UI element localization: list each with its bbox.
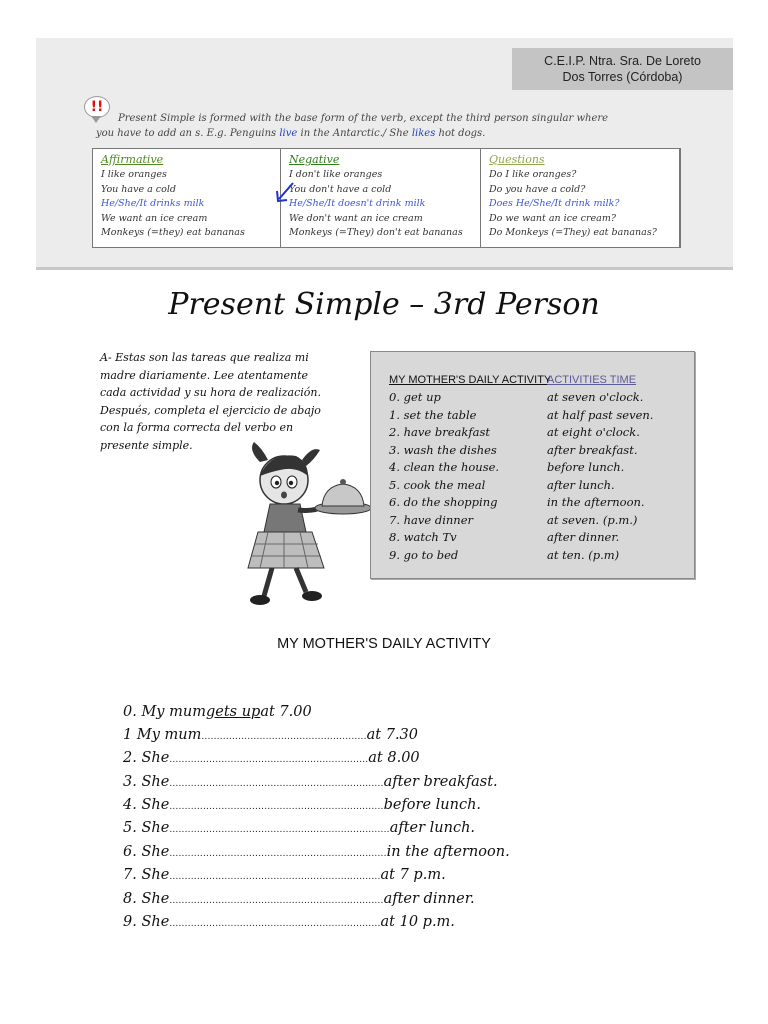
school-name: C.E.I.P. Ntra. Sra. De Loreto — [544, 54, 701, 68]
activity-time: in the afternoon. — [547, 495, 645, 509]
exercise-row — [123, 844, 583, 866]
exercise-suffix: before lunch. — [383, 797, 482, 813]
activity-time: at eight o'clock. — [547, 425, 640, 439]
affirmative-line: You have a cold — [101, 183, 176, 195]
exercise-number: 1 — [123, 727, 133, 743]
activity-text: 1. set the table — [389, 407, 477, 422]
header-panel — [36, 38, 733, 270]
exercise-number: 0. — [123, 704, 137, 720]
questions-line: Do I like oranges? — [489, 169, 577, 180]
affirmative-line: He/She/It drinks milk — [101, 198, 205, 209]
answer-blank[interactable]: ...................................................................... — [169, 896, 384, 906]
questions-line: Do Monkeys (=They) eat bananas? — [489, 227, 657, 238]
affirmative-line: Monkeys (=they) eat bananas — [101, 227, 245, 238]
answer-blank[interactable]: ........................................................................ — [169, 825, 390, 835]
activity-text: 5. cook the meal — [389, 477, 486, 492]
exercise-suffix: at 8.00 — [368, 750, 420, 766]
questions-line: Do we want an ice cream? — [489, 212, 616, 224]
affirmative-heading: Affirmative — [101, 153, 164, 166]
exercise-row — [123, 914, 583, 936]
activity-row — [389, 408, 689, 426]
questions-line: Do you have a cold? — [489, 183, 586, 195]
exercise-number: 2. — [123, 750, 137, 766]
exercise-prefix: She — [141, 844, 170, 860]
exercise-row — [123, 820, 583, 842]
activity-time: after breakfast. — [547, 442, 638, 457]
instruction-line: presente simple. — [100, 438, 193, 452]
answer-blank[interactable]: ..................................................................... — [169, 872, 381, 882]
exercise-prefix: She — [141, 914, 170, 930]
answer-blank[interactable]: ................................................................. — [169, 755, 369, 765]
page-title: Present Simple – 3rd Person — [168, 287, 600, 322]
answer-blank[interactable]: ..................................................................... — [169, 919, 381, 929]
exercise-prefix: She — [141, 797, 170, 813]
exercise-prefix: She — [141, 774, 170, 790]
exercise-number: 9. — [123, 914, 137, 930]
intro-line-2-part: in the Antarctic./ She — [297, 128, 412, 139]
activity-time: before lunch. — [547, 460, 625, 474]
exercise-row — [123, 727, 583, 749]
affirmative-line: I like oranges — [101, 169, 167, 180]
exercise-number: 6. — [123, 844, 137, 860]
negative-line: He/She/It doesn't drink milk — [289, 198, 426, 209]
instruction-line: A- Estas son las tareas que realiza mi — [100, 351, 309, 364]
intro-highlight-likes: likes — [411, 128, 436, 139]
negative-column — [281, 149, 481, 247]
exercise-suffix: at 7.30 — [366, 727, 419, 743]
activity-time: at seven o'clock. — [547, 390, 644, 404]
activity-time: at half past seven. — [547, 407, 654, 422]
activity-text: 6. do the shopping — [389, 495, 498, 509]
exercise-row — [123, 774, 583, 796]
activity-text: 8. watch Tv — [389, 530, 457, 544]
exercise-number: 3. — [123, 774, 137, 790]
exercise-suffix: at 10 p.m. — [380, 914, 455, 930]
activity-column-header: MY MOTHER'S DAILY ACTIVITY — [389, 374, 552, 386]
answer-blank[interactable]: ...................................................................... — [169, 779, 384, 789]
activity-text: 3. wash the dishes — [389, 442, 497, 457]
activity-row — [389, 513, 689, 531]
activity-time: after lunch. — [547, 477, 615, 492]
exercise-suffix: after lunch. — [389, 820, 476, 836]
arrow-pointer-icon — [273, 181, 297, 205]
exercise-row — [123, 867, 583, 889]
affirmative-column — [93, 149, 281, 247]
exercise-prefix: My mum — [141, 704, 206, 720]
instruction-line: madre diariamente. Lee atentamente — [100, 368, 309, 382]
questions-heading: Questions — [489, 153, 545, 166]
school-location: Dos Torres (Córdoba) — [562, 70, 683, 84]
exercise-suffix: after breakfast. — [383, 774, 498, 790]
exercise-prefix: She — [141, 891, 170, 907]
daily-activity-box — [370, 351, 695, 579]
intro-text — [96, 111, 676, 141]
intro-line-2-part: hot dogs. — [435, 128, 486, 139]
negative-line: Monkeys (=They) don't eat bananas — [289, 227, 463, 238]
activity-text: 7. have dinner — [389, 512, 474, 527]
school-name-box — [512, 48, 733, 90]
activity-text: 0. get up — [389, 390, 441, 404]
activity-time: at ten. (p.m) — [547, 547, 620, 562]
activity-row — [389, 530, 689, 548]
time-column-header: ACTIVITIES TIME — [547, 374, 637, 386]
exercise-suffix: at 7 p.m. — [380, 867, 446, 883]
negative-line: I don't like oranges — [289, 169, 383, 180]
answer-blank[interactable]: ...................................................... — [201, 732, 367, 742]
answer-blank[interactable]: ...................................................................... — [169, 802, 384, 812]
exercise-prefix: She — [141, 820, 170, 836]
activity-row — [389, 460, 689, 478]
exercise-number: 5. — [123, 820, 137, 836]
grammar-table — [92, 148, 681, 248]
activity-row — [389, 548, 689, 566]
section-heading: MY MOTHER'S DAILY ACTIVITY — [277, 636, 491, 652]
activity-row — [389, 443, 689, 461]
exercise-row — [123, 891, 583, 913]
alert-icon: !! — [84, 96, 110, 118]
intro-line-2-part: you have to add an s. E.g. Penguins — [96, 128, 280, 139]
exercise-suffix: in the afternoon. — [386, 844, 510, 860]
exercise-number: 4. — [123, 797, 137, 813]
exercise-example-row — [123, 704, 583, 726]
answer-blank[interactable]: ....................................................................... — [169, 849, 387, 859]
activity-row — [389, 478, 689, 496]
exercise-prefix: She — [141, 867, 170, 883]
activity-row — [389, 390, 689, 408]
affirmative-line: We want an ice cream — [101, 212, 208, 224]
activity-time: after dinner. — [547, 530, 620, 544]
girl-with-dish-illustration — [240, 440, 375, 610]
activity-text: 9. go to bed — [389, 547, 459, 562]
exercise-number: 8. — [123, 891, 137, 907]
negative-line: We don't want an ice cream — [289, 212, 423, 224]
activity-time: at seven. (p.m.) — [547, 512, 638, 527]
intro-line-2 — [96, 126, 676, 141]
exercise-example-answer: gets up — [205, 704, 261, 720]
activity-text: 2. have breakfast — [389, 425, 490, 439]
questions-line: Does He/She/It drink milk? — [489, 198, 620, 209]
exercise-row — [123, 797, 583, 819]
exercise-prefix: She — [141, 750, 170, 766]
activity-row — [389, 425, 689, 443]
activity-row — [389, 495, 689, 513]
negative-line: You don't have a cold — [289, 183, 392, 195]
instruction-line: cada actividad y su hora de realización. — [100, 386, 321, 399]
exercise-prefix: My mum — [136, 727, 202, 743]
negative-heading: Negative — [289, 153, 340, 166]
instructions — [100, 349, 350, 454]
exercise-row — [123, 750, 583, 772]
questions-column — [481, 149, 680, 247]
exercise-suffix: after dinner. — [383, 891, 475, 907]
exercise-number: 7. — [123, 867, 137, 883]
instruction-line: con la forma correcta del verbo en — [100, 421, 294, 434]
intro-highlight-live: live — [279, 128, 298, 139]
exercise-suffix: at 7.00 — [260, 704, 312, 720]
activity-text: 4. clean the house. — [389, 460, 500, 474]
instruction-line: Después, completa el ejercicio de abajo — [100, 403, 321, 417]
intro-line-1: Present Simple is formed with the base form of the verb, except the third person singular where — [118, 113, 609, 124]
